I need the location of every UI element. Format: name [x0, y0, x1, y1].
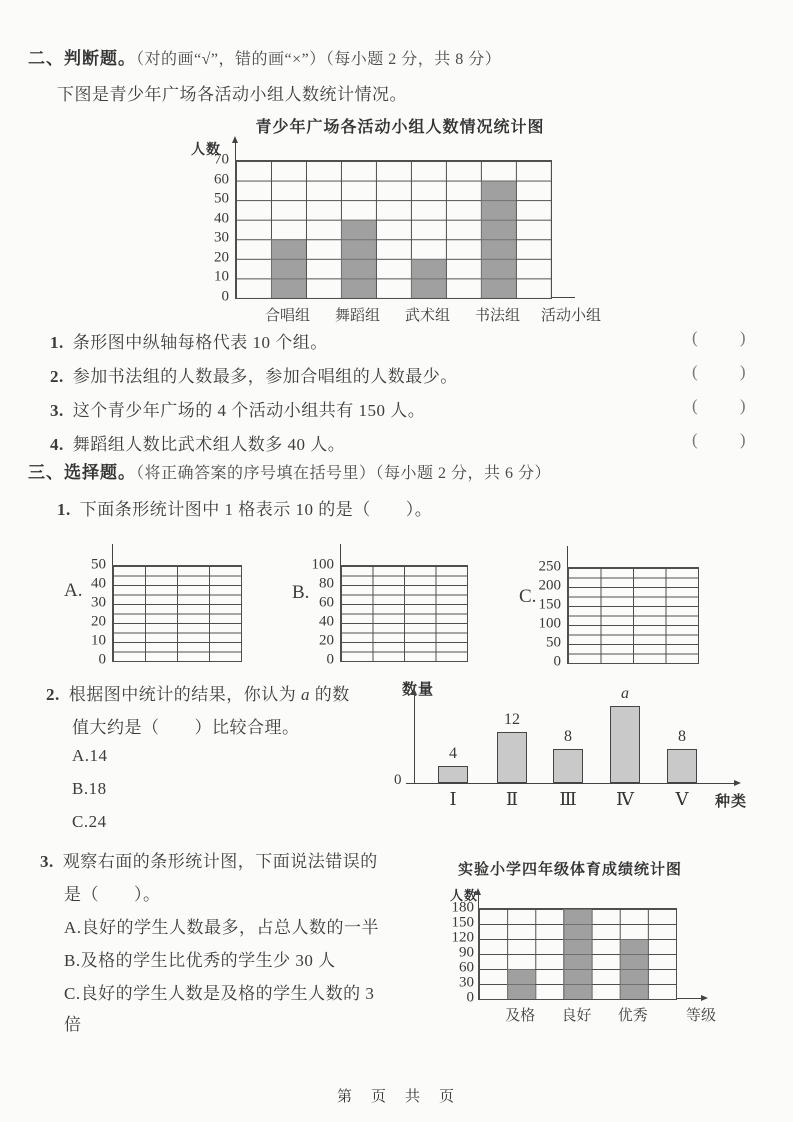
statement-text: 参加书法组的人数最多，参加合唱组的人数最少。	[72, 367, 458, 386]
q3-option-a: A.良好的学生人数最多，占总人数的一半	[64, 918, 380, 937]
bar-value-label: 4	[449, 745, 457, 762]
x-axis-line	[676, 998, 702, 999]
chart-grid	[112, 565, 242, 662]
question-text: 观察右面的条形统计图，下面说法错误的	[62, 852, 378, 871]
paren-open: (	[692, 396, 699, 415]
bar-value-label: 12	[504, 711, 520, 728]
bar-value-label: 8	[564, 728, 572, 745]
option-chart-a	[58, 538, 263, 673]
y-tick-label: 0	[326, 651, 334, 668]
y-axis-label: 人数	[191, 143, 221, 158]
x-category-label: Ⅳ	[616, 789, 634, 809]
section-2-heading	[28, 44, 501, 69]
x-category-label: 合唱组	[264, 308, 311, 324]
y-tick-label: 100	[538, 615, 561, 632]
y-tick-labels	[296, 556, 334, 668]
answer-parens	[692, 396, 746, 416]
y-tick-labels	[521, 558, 561, 670]
y-tick-label: 200	[538, 577, 561, 594]
answer-parens	[692, 328, 746, 348]
y-tick-label: 150	[451, 914, 474, 931]
x-category-label: Ⅲ	[559, 789, 577, 809]
youth-plaza-chart	[185, 112, 625, 324]
y-tick-label: 0	[98, 651, 106, 668]
question-number: 1.	[57, 500, 71, 519]
statement-text: 条形图中纵轴每格代表 10 个组。	[72, 333, 328, 352]
bar-武术组	[411, 259, 446, 298]
q2-option-b: B.18	[72, 779, 107, 798]
y-axis-line	[478, 894, 479, 908]
paren-open: (	[692, 328, 699, 347]
y-tick-label: 250	[538, 558, 561, 575]
section-2-note: （对的画“√”，错的画“×”）（每小题 2 分，共 8 分）	[136, 51, 502, 68]
x-axis-label: 等级	[686, 1008, 717, 1024]
chart-grid	[567, 567, 699, 664]
y-tick-label: 50	[91, 556, 106, 573]
section-3-title: 三、选择题。	[28, 463, 136, 482]
chart-title: 青少年广场各活动小组人数情况统计图	[255, 119, 545, 136]
y-axis-line	[567, 546, 568, 567]
y-tick-label: 20	[319, 632, 334, 649]
y-tick-labels	[442, 899, 474, 1006]
section-3-note: （将正确答案的序号填在括号里）（每小题 2 分，共 6 分）	[136, 465, 552, 482]
y-tick-label: 30	[91, 594, 106, 611]
statement-number: 2.	[50, 367, 64, 386]
y-tick-labels	[72, 556, 106, 668]
y-axis-label: 人数	[450, 888, 479, 903]
y-tick-label: 30	[214, 229, 229, 246]
question-text: 的数	[310, 685, 350, 704]
bar-良好	[563, 909, 591, 999]
y-tick-label: 90	[459, 944, 474, 961]
option-chart-c	[513, 538, 723, 673]
variable-a: a	[301, 685, 310, 704]
y-tick-label: 120	[451, 929, 474, 946]
y-tick-label: 0	[466, 989, 474, 1006]
chart-grid	[235, 160, 552, 299]
y-axis-line	[112, 544, 113, 565]
x-category-label: 舞蹈组	[334, 308, 381, 324]
y-tick-labels	[187, 151, 229, 305]
statement-row	[50, 430, 750, 455]
question-number: 3.	[40, 852, 54, 871]
x-axis-line	[551, 297, 575, 298]
chart-title: 实验小学四年级体育成绩统计图	[458, 861, 683, 878]
paren-close: )	[739, 430, 746, 449]
y-tick-label: 0	[221, 288, 229, 305]
q2-option-c: C.24	[72, 812, 107, 831]
y-axis-arrow-icon	[232, 136, 238, 143]
bar-value-label: a	[621, 685, 629, 702]
paren-close: )	[739, 362, 746, 381]
y-tick-label: 100	[311, 556, 334, 573]
y-tick-label: 20	[91, 613, 106, 630]
paren-close: )	[739, 396, 746, 415]
x-category-label: Ⅱ	[505, 789, 519, 809]
q3-option-b: B.及格的学生比优秀的学生少 30 人	[64, 951, 336, 970]
x-axis-arrow-icon	[701, 995, 708, 1001]
bar-Ⅰ	[438, 766, 468, 783]
option-label: A.	[64, 580, 83, 601]
y-axis-line	[235, 142, 236, 160]
chart-grid	[478, 908, 677, 1000]
y-tick-label: 180	[451, 899, 474, 916]
statement-text: 这个青少年广场的 4 个活动小组共有 150 人。	[72, 401, 426, 420]
bar-优秀	[620, 939, 648, 999]
bar-合唱组	[271, 239, 306, 298]
bar-value-label: 8	[678, 728, 686, 745]
page-footer: 第 页 共 页	[336, 1088, 456, 1105]
x-category-label: 及格	[505, 1008, 536, 1024]
bar-书法组	[481, 181, 516, 298]
q2-option-a: A.14	[72, 746, 108, 765]
section-2-title: 二、判断题。	[28, 49, 136, 68]
y-tick-label: 70	[214, 151, 229, 168]
y-axis-arrow-icon	[475, 888, 481, 895]
option-label: C.	[519, 586, 537, 607]
answer-parens	[692, 362, 746, 382]
statement-row	[50, 396, 750, 421]
q3-option-c: C.良好的学生人数是及格的学生人数的 3	[64, 984, 375, 1003]
x-category-label: 武术组	[404, 308, 451, 324]
bar-舞蹈组	[341, 220, 376, 298]
y-tick-label: 50	[214, 190, 229, 207]
statement-number: 4.	[50, 435, 64, 454]
y-tick-label: 40	[319, 613, 334, 630]
question-2-line2: 值大约是（ ）比较合理。	[72, 718, 300, 737]
paren-open: (	[692, 362, 699, 381]
question-3-line1	[40, 847, 378, 872]
x-category-label: Ⅰ	[449, 789, 457, 809]
y-tick-label: 40	[91, 575, 106, 592]
paren-close: )	[739, 328, 746, 347]
y-tick-label: 60	[214, 171, 229, 188]
origin-label: 0	[394, 772, 402, 788]
y-tick-label: 10	[214, 268, 229, 285]
x-category-labels	[235, 304, 550, 326]
question-number: 2.	[46, 685, 60, 704]
answer-parens	[692, 430, 746, 450]
question-2-line1	[46, 680, 350, 705]
bar-Ⅱ	[497, 732, 527, 783]
statement-row	[50, 328, 750, 353]
x-axis-label: 活动小组	[541, 308, 602, 324]
q3-option-c-wrap: 倍	[64, 1015, 82, 1034]
y-axis-line	[414, 694, 415, 783]
y-tick-label: 150	[538, 596, 561, 613]
option-label: B.	[292, 582, 310, 603]
paren-open: (	[692, 430, 699, 449]
y-tick-label: 20	[214, 249, 229, 266]
x-axis-arrow-icon	[734, 780, 741, 786]
y-axis-line	[340, 544, 341, 565]
question-text: 下面条形统计图中 1 格表示 10 的是（ ）。	[79, 500, 433, 519]
x-category-label: 良好	[561, 1008, 592, 1024]
question-3-line2: 是（ ）。	[64, 885, 161, 904]
x-category-labels	[478, 1004, 675, 1026]
statement-row	[50, 362, 750, 387]
statement-text: 舞蹈组人数比武术组人数多 40 人。	[72, 435, 346, 454]
question-text: 根据图中统计的结果，你认为	[68, 685, 301, 704]
y-axis-arrow-icon	[411, 688, 417, 695]
quantity-chart	[388, 676, 783, 818]
chart-grid	[340, 565, 468, 662]
bar-Ⅴ	[667, 749, 697, 783]
bar-及格	[507, 969, 535, 999]
y-axis-label: 数量	[402, 682, 435, 698]
bar-Ⅳ	[610, 706, 640, 783]
y-tick-label: 50	[546, 634, 561, 651]
x-category-label: Ⅴ	[675, 789, 689, 809]
y-tick-label: 80	[319, 575, 334, 592]
bar-Ⅲ	[553, 749, 583, 783]
y-tick-label: 60	[319, 594, 334, 611]
y-tick-label: 30	[459, 974, 474, 991]
pe-results-chart	[438, 856, 780, 1028]
y-tick-label: 0	[553, 653, 561, 670]
y-tick-label: 40	[214, 210, 229, 227]
section-2-intro: 下图是青少年广场各活动小组人数统计情况。	[57, 85, 407, 104]
section-3-heading	[28, 458, 551, 483]
x-category-label: 书法组	[474, 308, 521, 324]
x-category-label: 优秀	[617, 1008, 648, 1024]
statement-number: 1.	[50, 333, 64, 352]
option-chart-b	[286, 538, 491, 673]
statement-number: 3.	[50, 401, 64, 420]
y-tick-label: 60	[459, 959, 474, 976]
y-tick-label: 10	[91, 632, 106, 649]
x-axis-label: 种类	[715, 794, 748, 810]
question-1	[57, 495, 432, 520]
x-axis-line	[406, 783, 736, 784]
